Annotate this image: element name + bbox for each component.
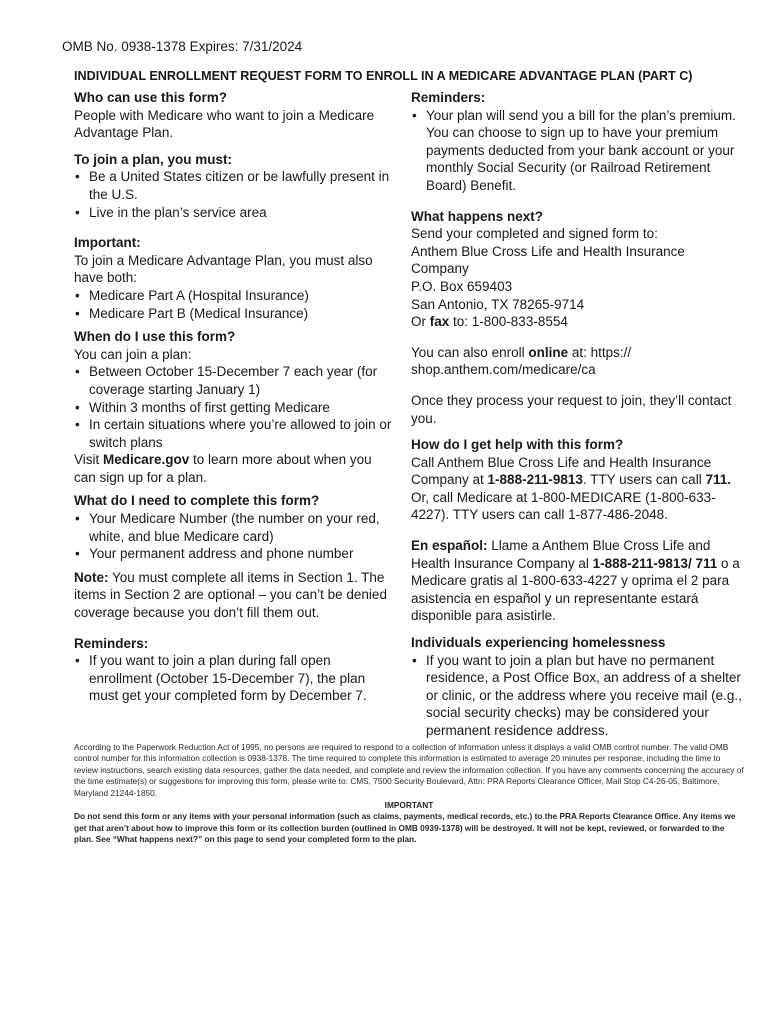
important-notice: Do not send this form or any items with your personal information (such as claims, payments, medical records, etc.) to the PRA Reports Clearance Office. Any items we get that aren’t about how to improve this form or its collection burden (outlined in OMB 0939-1378) will be destroyed. It will not be kept, reviewed, or forwarded to the plan. See “What happens next?” on this page to send your completed form to the plan. [74,811,736,845]
next-line: P.O. Box 659403 [411,278,513,294]
list-item: • Your plan will send you a bill for the plan’s premium. You can choose to sign up to have your premium payments deducted from your bank account or your monthly Social Security (or Railroad Retirement Board) Benefit. [411,107,746,195]
list-item: • If you want to join a plan but have no permanent residence, a Post Office Box, an address of a shelter or clinic, or the address where you receive mail (e.g., social security checks) may be considered your permanent residence address. [411,652,746,740]
reminders-heading-right: Reminders: [411,90,486,105]
homeless-heading: Individuals experiencing homelessness [411,635,666,651]
next-heading: What happens next? [411,208,544,224]
list-item: • If you want to join a plan during fall open enrollment (October 15-December 7), the plan must get your completed form by December 7. [74,652,394,705]
help-heading: How do I get help with this form? [411,437,624,453]
note-text: Note: You must complete all items in Section 1. The items in Section 2 are optional – you can’t be denied coverage because you don’t fill them out. [74,569,387,621]
list-item: • Live in the plan’s service area [74,204,394,222]
process-text: Once they process your request to join, they’ll contact you. [411,392,732,426]
spanish-text: En español: Llame a Anthem Blue Cross Life and Health Insurance Company al 1-888-211-9813/ 711 o a Medicare gratis al 1-800-633-4227 y oprima el 2 para asistencia en español y un representante estará disponible para asistirle. [411,538,740,624]
who-text: People with Medicare who want to join a Medicare Advantage Plan. [74,107,375,141]
list-item: • Between October 15-December 7 each year (for coverage starting January 1) [74,363,394,398]
list-item: • Your permanent address and phone number [74,545,394,563]
when-text: You can join a plan: [74,346,192,362]
list-item: • Be a United States citizen or be lawfully present in the U.S. [74,168,394,203]
next-line: Anthem Blue Cross Life and Health Insurance Company [411,243,685,277]
pra-statement: According to the Paperwork Reduction Act of 1995, no persons are required to respond to a collection of information unless it displays a valid OMB control number. The valid OMB control number for this information collection is 0938-1378. The time required to complete this information is estimated to average 20 minutes per response, including the time to review instructions, search existing data resources, gather the data needed, and complete and review the information collection. If you have any comments concerning the accuracy of the time estimate(s) or suggestions for improving this form, please write to: CMS, 7500 Security Boulevard, Attn: PRA Reports Clearance Officer, Mail Stop C4-26-05, Baltimore, Maryland 21244-1850. [74,742,744,798]
online-text: You can also enroll online at: https:// shop.anthem.com/medicare/ca [411,344,632,378]
list-item: • Medicare Part A (Hospital Insurance) [74,287,394,305]
homeless-list [411,652,746,740]
list-item: • Medicare Part B (Medical Insurance) [74,305,394,323]
reminders-list-right [411,107,746,195]
important-label: IMPORTANT [384,800,434,811]
list-item: • Within 3 months of first getting Medicare [74,399,394,417]
reminders-heading-left: Reminders: [74,635,149,651]
join-list [74,168,394,221]
next-line: Send your completed and signed form to: [411,226,658,242]
form-title: INDIVIDUAL ENROLLMENT REQUEST FORM TO ENROLL IN A MEDICARE ADVANTAGE PLAN (PART C) [74,69,693,83]
when-list [74,363,394,451]
need-list [74,510,394,563]
help-text: Call Anthem Blue Cross Life and Health Insurance Company at 1-888-211-9813. TTY users can call 711. Or, call Medicare at 1-800-MEDICARE (1-800-633-4227). TTY users can call 1-877-486-2048. [411,454,731,523]
left-column [74,89,394,705]
important-text: To join a Medicare Advantage Plan, you must also have both: [74,252,373,286]
list-item: • Your Medicare Number (the number on your red, white, and blue Medicare card) [74,510,394,545]
join-heading: To join a plan, you must: [74,151,232,167]
enroll-url-link[interactable]: at: https:// shop.anthem.com/medicare/ca [411,344,632,378]
visit-text: Visit Medicare.gov to learn more about when you can sign up for a plan. [74,452,372,485]
right-column [411,89,746,740]
who-heading: Who can use this form? [74,90,228,105]
fax-line: Or fax to: 1-800-833-8554 [411,314,568,330]
when-heading: When do I use this form? [74,329,236,345]
important-list [74,287,394,322]
next-line: San Antonio, TX 78265-9714 [411,296,585,312]
medicare-gov-link[interactable]: Medicare.gov [103,452,190,468]
reminders-list-left [74,652,394,705]
list-item: • In certain situations where you’re allowed to join or switch plans [74,416,394,451]
omb-number: OMB No. 0938-1378 Expires: 7/31/2024 [62,39,303,54]
need-heading: What do I need to complete this form? [74,493,320,509]
pra-footer [74,742,744,846]
important-heading: Important: [74,235,141,251]
